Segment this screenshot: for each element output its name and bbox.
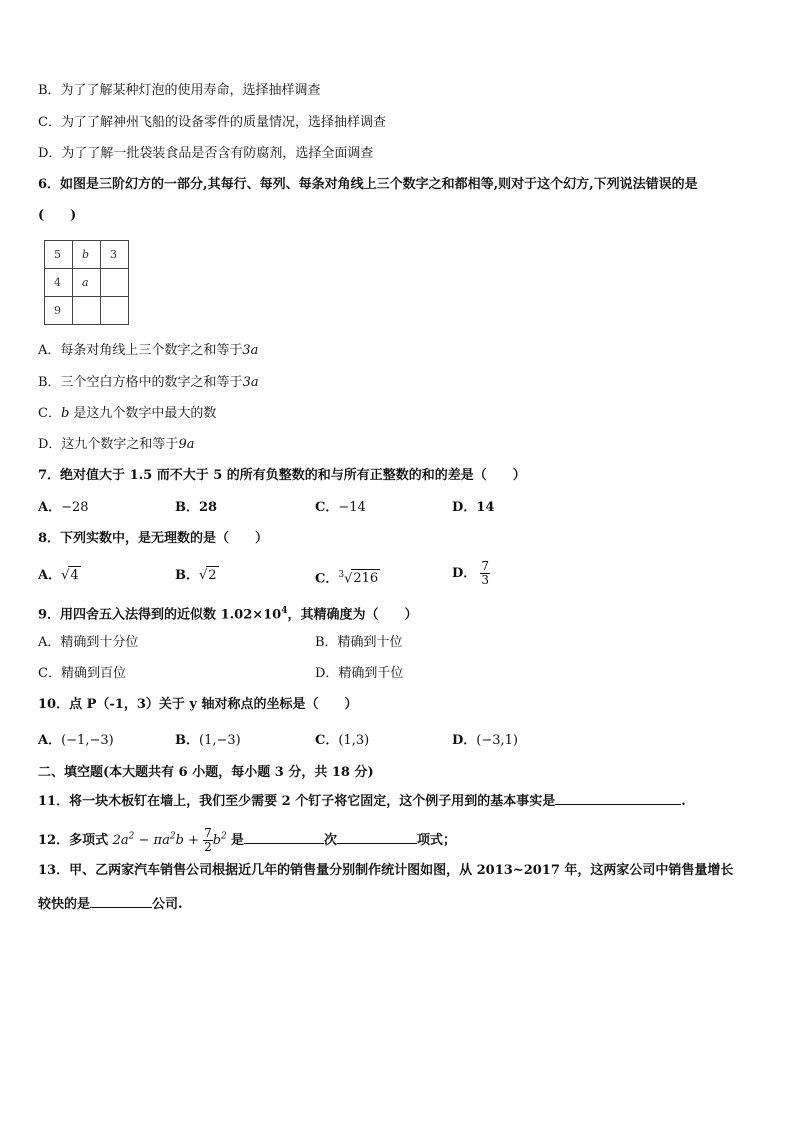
option-label: A． — [38, 733, 62, 748]
magic-square-grid — [44, 240, 129, 325]
option-value: −14 — [338, 500, 366, 515]
option-label: A． — [38, 568, 62, 583]
q6-paren: ( ) — [38, 208, 77, 223]
q8-option-c — [315, 566, 380, 588]
stem-text: 是 — [230, 833, 244, 848]
q11-stem — [38, 790, 686, 811]
option-label: D． — [452, 566, 477, 581]
term: 2a — [112, 833, 129, 848]
option-value: (−1,−3) — [61, 733, 114, 748]
exponent: 2 — [169, 831, 176, 842]
stem-text: 12．多项式 — [38, 833, 109, 848]
q10-option-d — [452, 732, 518, 750]
polynomial-expression — [112, 826, 231, 854]
grid-cell: 3 — [101, 241, 129, 269]
q9-option-b: B．精确到十位 — [315, 635, 403, 650]
radicand: 2 — [208, 568, 217, 583]
q6-option-a — [38, 342, 258, 360]
answer-blank — [555, 790, 681, 805]
stem-text: 公司. — [152, 897, 183, 912]
q12-stem — [38, 827, 456, 854]
stem-text: 11．将一块木板钉在墙上，我们至少需要 2 个钉子将它固定，这个例子用到的基本事实是 — [38, 794, 556, 809]
root-index: 3 — [338, 570, 345, 580]
option-label: C． — [315, 733, 339, 748]
q6-option-b — [38, 374, 259, 392]
term: b + — [175, 833, 199, 848]
term: − πa — [134, 833, 170, 848]
option-text: 是这九个数字中最大的数 — [69, 406, 217, 421]
fraction — [480, 560, 490, 587]
denominator: 3 — [481, 573, 490, 587]
option-value: −28 — [61, 500, 89, 515]
stem-text: ，其精确度为（ ） — [287, 607, 418, 623]
numerator: 7 — [481, 559, 490, 573]
option-label: C． — [315, 500, 339, 515]
q7-stem: 7．绝对值大于 1.5 而不大于 5 的所有负整数的和与所有正整数的和的差是（ ） — [38, 468, 526, 483]
numerator: 7 — [204, 826, 212, 840]
exponent: 2 — [221, 831, 227, 842]
option-text: B．三个空白方格中的数字之和等于 — [38, 375, 243, 390]
q9-stem — [38, 602, 418, 624]
stem-text: 次 — [323, 833, 337, 848]
grid-cell — [73, 297, 101, 325]
option-label: C． — [315, 571, 339, 587]
q5-option-b: B．为了了解某种灯泡的使用寿命，选择抽样调查 — [38, 83, 321, 98]
option-value: (1,3) — [338, 733, 370, 748]
stem-text: 较快的是 — [38, 897, 91, 912]
q9-option-d: D．精确到千位 — [315, 666, 404, 681]
option-label: B． — [175, 733, 199, 748]
option-label: B． — [175, 568, 199, 583]
section-heading: 二、填空题(本大题共有 6 小题，每小题 3 分，共 18 分) — [38, 765, 374, 780]
radicand: 216 — [353, 571, 379, 587]
option-math: 3a — [242, 375, 259, 390]
grid-cell: b — [73, 241, 101, 269]
grid-cell: 4 — [45, 269, 73, 297]
option-value: (1,−3) — [199, 733, 241, 748]
option-math: b — [60, 406, 70, 421]
sqrt-sign-icon: √ — [344, 571, 353, 587]
answer-blank — [244, 829, 324, 844]
exponent: 2 — [128, 831, 135, 842]
q7-option-c — [315, 499, 366, 517]
q7-option-d: D．14 — [452, 500, 495, 515]
q5-option-c: C．为了了解神州飞船的设备零件的质量情况，选择抽样调查 — [38, 115, 386, 130]
q10-option-c — [315, 732, 369, 750]
option-math: 3a — [242, 343, 259, 358]
q8-option-a — [38, 566, 81, 585]
option-text: D．这九个数字之和等于 — [38, 437, 179, 452]
q13-stem-line2 — [38, 893, 183, 914]
radicand: 4 — [70, 568, 79, 583]
q6-option-c — [38, 405, 216, 423]
q8-stem: 8．下列实数中，是无理数的是（ ） — [38, 531, 269, 546]
stem-text: 9．用四舍五入法得到的近似数 1.02×10 — [38, 607, 282, 623]
option-math: 9a — [178, 437, 195, 452]
stem-end: . — [681, 794, 686, 809]
exponent: 4 — [281, 606, 288, 616]
option-value: (−3,1) — [476, 733, 518, 748]
grid-cell: 9 — [45, 297, 73, 325]
grid-cell: 5 — [45, 241, 73, 269]
option-label: D． — [452, 733, 477, 748]
q10-option-a — [38, 732, 114, 750]
sqrt-sign-icon: √ — [199, 568, 208, 583]
option-label: C． — [38, 406, 61, 421]
q7-option-a — [38, 499, 89, 517]
term: b — [212, 833, 222, 848]
q8-option-b — [175, 566, 219, 585]
q8-option-d — [452, 560, 490, 587]
q10-stem: 10．点 P（-1，3）关于 y 轴对称点的坐标是（ ） — [38, 697, 358, 712]
stem-text: 项式； — [416, 833, 456, 848]
fraction — [203, 827, 213, 854]
q7-option-b: B．28 — [175, 500, 218, 515]
q5-option-d: D．为了了解一批袋装食品是否含有防腐剂，选择全面调查 — [38, 146, 374, 161]
sqrt-sign-icon: √ — [61, 568, 70, 583]
q6-option-d — [38, 436, 194, 454]
q9-option-c: C．精确到百位 — [38, 666, 126, 681]
grid-cell: a — [73, 269, 101, 297]
answer-blank — [337, 829, 417, 844]
option-label: A． — [38, 500, 62, 515]
q9-option-a: A．精确到十分位 — [38, 635, 139, 650]
denominator: 2 — [204, 840, 212, 854]
q6-stem: 6．如图是三阶幻方的一部分,其每行、每列、每条对角线上三个数字之和都相等,则对于这个幻方,下列说法错误的是 — [38, 177, 698, 192]
option-text: A．每条对角线上三个数字之和等于 — [38, 343, 243, 358]
answer-blank — [90, 893, 152, 908]
grid-cell — [101, 269, 129, 297]
grid-cell — [101, 297, 129, 325]
q10-option-b — [175, 732, 241, 750]
q13-stem-line1: 13．甲、乙两家汽车销售公司根据近几年的销售量分别制作统计图如图，从 2013~2017 年，这两家公司中销售量增长 — [38, 863, 734, 878]
